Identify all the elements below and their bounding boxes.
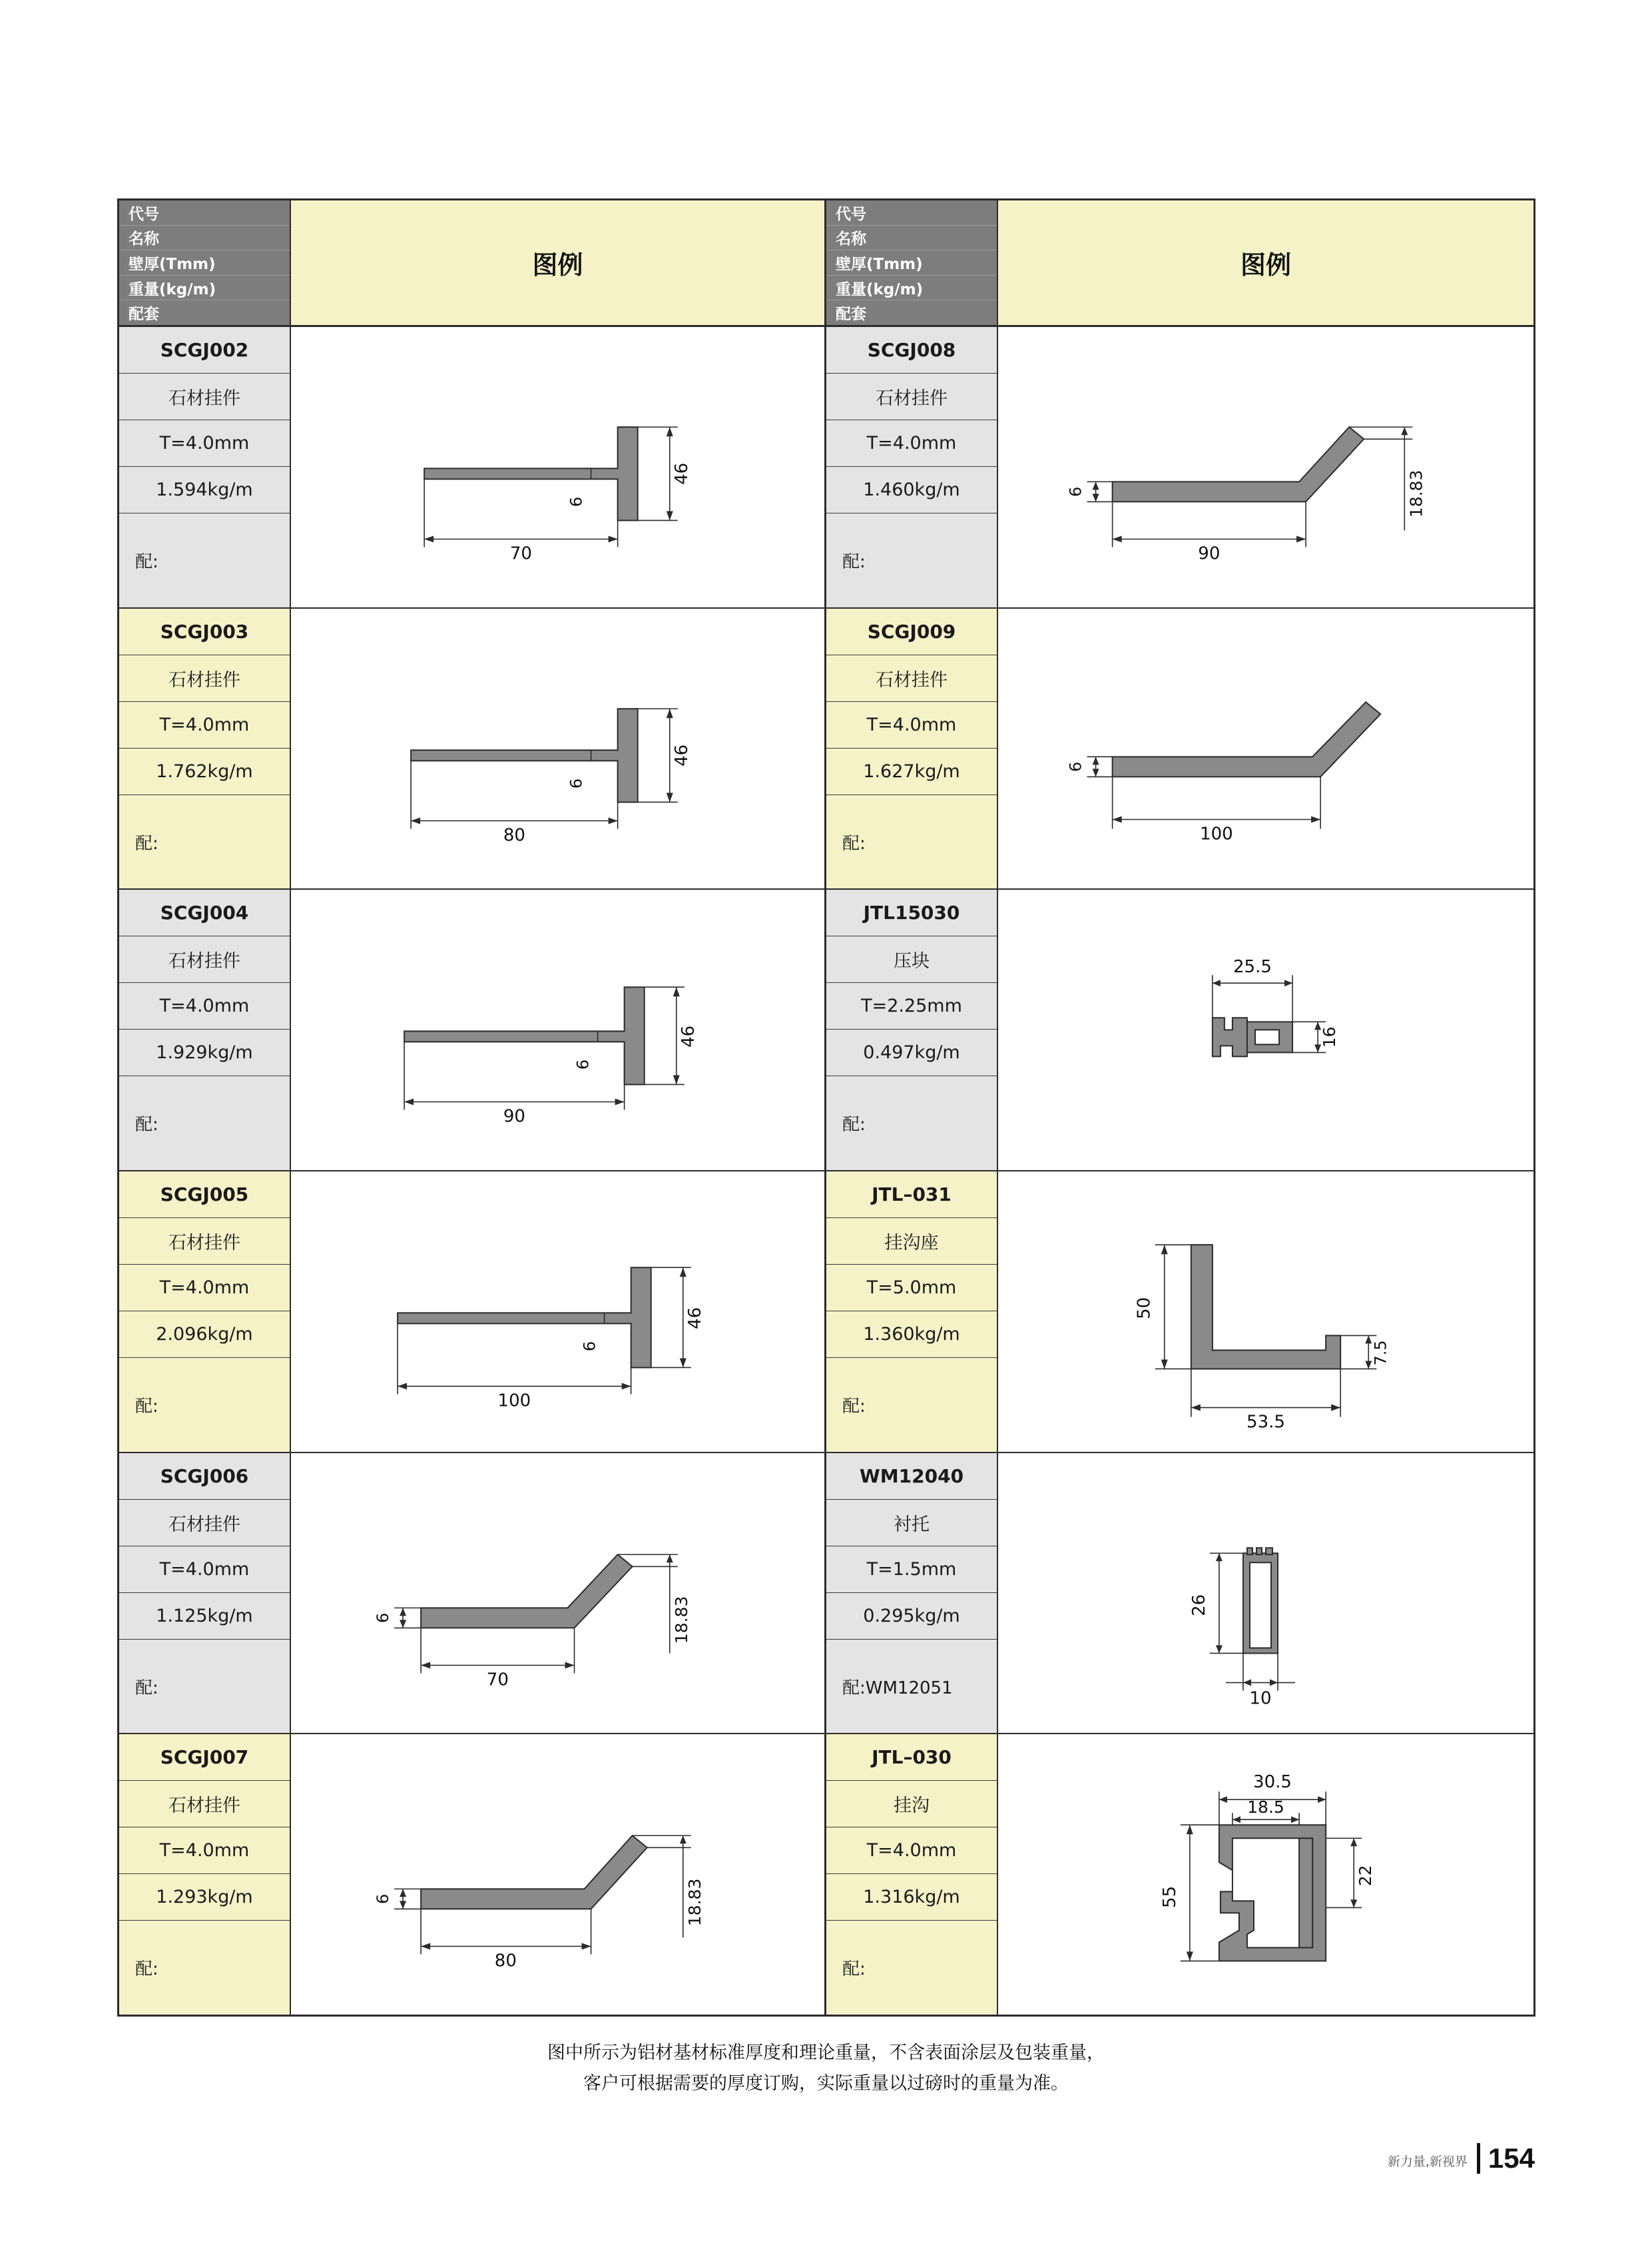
table-row (119, 890, 824, 1171)
row-spec-cells (826, 609, 998, 889)
cell-weight: 1.316kg/m (826, 1874, 997, 1921)
profile-figure (998, 1734, 1533, 2015)
header-label-match: 配套 (129, 306, 159, 324)
svg-text:6: 6 (573, 1060, 593, 1070)
header-label-code: 代号 (826, 200, 997, 226)
cell-thickness: T=4.0mm (826, 1827, 997, 1874)
svg-text:25.5: 25.5 (1233, 957, 1272, 978)
cell-code: JTL15030 (826, 890, 997, 936)
cell-name: 石材挂件 (119, 655, 290, 702)
cell-code: WM12040 (826, 1453, 997, 1500)
cell-thickness: T=4.0mm (119, 702, 290, 749)
cell-match: 配: (826, 1921, 997, 2015)
cell-match: 配: (826, 1076, 997, 1170)
footer-note-line1: 图中所示为铝材基材标准厚度和理论重量，不含表面涂层及包装重量， (547, 2043, 1105, 2063)
svg-text:53.5: 53.5 (1246, 1412, 1285, 1433)
profile-figure (998, 327, 1533, 607)
header-label-weight: 重量(kg/m) (119, 276, 290, 301)
header-label-thickness: 壁厚(Tmm) (826, 250, 997, 276)
svg-text:7.5: 7.5 (1371, 1340, 1390, 1366)
cell-code: SCGJ002 (119, 327, 290, 374)
svg-text:6: 6 (567, 778, 586, 789)
table-column-right (826, 200, 1533, 2015)
cell-name: 挂沟座 (826, 1218, 997, 1265)
svg-text:6: 6 (580, 1341, 599, 1352)
cell-weight: 0.295kg/m (826, 1593, 997, 1640)
table-column-left (119, 200, 826, 2015)
cell-code: SCGJ004 (119, 890, 290, 936)
row-spec-cells (826, 1734, 998, 2015)
svg-text:46: 46 (671, 462, 692, 485)
cell-weight: 0.497kg/m (826, 1030, 997, 1076)
table-row (826, 1734, 1533, 2015)
cell-name: 石材挂件 (119, 936, 290, 983)
table-row (826, 327, 1533, 609)
page-footer (1388, 2143, 1535, 2174)
cell-name: 石材挂件 (119, 1218, 290, 1265)
svg-text:46: 46 (685, 1307, 705, 1329)
profile-figure (998, 890, 1533, 1170)
profile-figure (291, 327, 824, 607)
profile-figure (291, 1734, 824, 2015)
svg-text:80: 80 (503, 825, 525, 846)
svg-text:100: 100 (1200, 824, 1233, 844)
profile-figure (291, 1453, 824, 1734)
header-label-weight: 重量(kg/m) (826, 276, 997, 301)
header-label-code: 代号 (119, 200, 290, 226)
svg-text:6: 6 (567, 496, 586, 507)
svg-text:6: 6 (374, 1612, 393, 1623)
profile-table (117, 198, 1535, 2017)
svg-text:70: 70 (486, 1670, 509, 1690)
cell-match: 配: (826, 513, 997, 607)
row-spec-cells (826, 1453, 998, 1734)
row-spec-cells (119, 327, 291, 607)
svg-text:22: 22 (1356, 1865, 1376, 1887)
svg-text:90: 90 (1198, 543, 1221, 564)
cell-code: SCGJ005 (119, 1171, 290, 1218)
page-number: 154 (1477, 2143, 1535, 2174)
cell-thickness: T=4.0mm (119, 983, 290, 1030)
table-row (826, 890, 1533, 1171)
row-spec-cells (119, 609, 291, 889)
svg-text:18.83: 18.83 (671, 1596, 691, 1644)
cell-match: 配: (119, 795, 290, 889)
cell-match: 配: (826, 795, 997, 889)
cell-name: 挂沟 (826, 1781, 997, 1827)
cell-code: JTL–031 (826, 1171, 997, 1218)
cell-weight: 1.360kg/m (826, 1311, 997, 1358)
cell-match: 配: (119, 1076, 290, 1170)
svg-text:18.5: 18.5 (1247, 1797, 1284, 1817)
row-spec-cells (119, 1171, 291, 1452)
cell-match: 配: (119, 1640, 290, 1734)
svg-text:50: 50 (1134, 1297, 1155, 1319)
cell-weight: 1.627kg/m (826, 749, 997, 795)
cell-name: 石材挂件 (119, 1781, 290, 1827)
cell-weight: 1.594kg/m (119, 467, 290, 513)
profile-figure (291, 609, 824, 889)
cell-name: 石材挂件 (826, 374, 997, 420)
cell-thickness: T=5.0mm (826, 1265, 997, 1311)
brand-slogan: 新力量,新视界 (1387, 2154, 1468, 2169)
cell-match: 配: (119, 1921, 290, 2015)
svg-text:6: 6 (1066, 486, 1085, 497)
svg-text:6: 6 (374, 1894, 393, 1905)
cell-thickness: T=4.0mm (826, 702, 997, 749)
svg-text:46: 46 (678, 1026, 698, 1048)
cell-weight: 1.929kg/m (119, 1030, 290, 1076)
cell-thickness: T=2.25mm (826, 983, 997, 1030)
row-spec-cells (826, 890, 998, 1170)
cell-code: JTL–030 (826, 1734, 997, 1781)
cell-code: SCGJ009 (826, 609, 997, 655)
cell-weight: 1.125kg/m (119, 1593, 290, 1640)
svg-text:26: 26 (1189, 1594, 1209, 1616)
row-spec-cells (826, 327, 998, 607)
row-spec-cells (119, 1453, 291, 1734)
svg-text:30.5: 30.5 (1253, 1772, 1292, 1793)
cell-weight: 2.096kg/m (119, 1311, 290, 1358)
header-label-name: 名称 (119, 226, 290, 251)
profile-figure (291, 1171, 824, 1452)
profile-figure (998, 1171, 1533, 1452)
header-label-name: 名称 (826, 226, 997, 251)
header-label-match: 配套 (836, 306, 866, 324)
svg-text:16: 16 (1320, 1026, 1340, 1048)
table-row (119, 609, 824, 890)
table-row (826, 609, 1533, 890)
cell-match: 配: (119, 1358, 290, 1452)
row-spec-cells (826, 1171, 998, 1452)
cell-name: 石材挂件 (119, 374, 290, 420)
svg-text:80: 80 (494, 1951, 517, 1971)
svg-text:18.83: 18.83 (1406, 470, 1426, 518)
cell-thickness: T=4.0mm (119, 1827, 290, 1874)
cell-weight: 1.293kg/m (119, 1874, 290, 1921)
profile-figure (998, 1453, 1533, 1734)
cell-name: 衬托 (826, 1500, 997, 1546)
cell-code: SCGJ003 (119, 609, 290, 655)
cell-weight: 1.460kg/m (826, 467, 997, 513)
cell-match: 配: (826, 1358, 997, 1452)
svg-text:6: 6 (1066, 761, 1085, 772)
table-row (826, 1453, 1533, 1735)
table-row (119, 1171, 824, 1453)
table-row (826, 1171, 1533, 1453)
cell-thickness: T=4.0mm (119, 420, 290, 467)
row-spec-cells (119, 1734, 291, 2015)
cell-match: 配:WM12051 (826, 1640, 997, 1734)
cell-thickness: T=4.0mm (119, 1265, 290, 1311)
cell-name: 石材挂件 (826, 655, 997, 702)
header-figure-title: 图例 (291, 200, 824, 325)
header-label-stack (119, 200, 291, 325)
header-label-thickness: 壁厚(Tmm) (119, 250, 290, 276)
cell-name: 石材挂件 (119, 1500, 290, 1546)
cell-code: SCGJ008 (826, 327, 997, 374)
svg-text:90: 90 (503, 1106, 525, 1127)
cell-code: SCGJ007 (119, 1734, 290, 1781)
profile-figure (998, 609, 1533, 889)
svg-text:55: 55 (1159, 1886, 1180, 1909)
header-figure-title: 图例 (998, 200, 1533, 325)
svg-text:70: 70 (509, 543, 532, 564)
footer-note-line2: 客户可根据需要的厚度订购，实际重量以过磅时的重量为准。 (583, 2073, 1069, 2094)
column-header-right (826, 200, 1533, 327)
svg-text:10: 10 (1249, 1688, 1272, 1709)
cell-thickness: T=4.0mm (119, 1546, 290, 1593)
cell-code: SCGJ006 (119, 1453, 290, 1500)
cell-match: 配: (119, 513, 290, 607)
table-row (119, 1453, 824, 1735)
footer-note (0, 2038, 1652, 2099)
table-row (119, 327, 824, 609)
row-spec-cells (119, 890, 291, 1170)
svg-text:18.83: 18.83 (685, 1878, 704, 1927)
table-row (119, 1734, 824, 2015)
cell-thickness: T=4.0mm (826, 420, 997, 467)
header-label-stack (826, 200, 998, 325)
svg-text:46: 46 (671, 744, 692, 767)
svg-text:100: 100 (497, 1391, 531, 1411)
cell-thickness: T=1.5mm (826, 1546, 997, 1593)
cell-name: 压块 (826, 936, 997, 983)
cell-weight: 1.762kg/m (119, 749, 290, 795)
column-header-left (119, 200, 824, 327)
profile-figure (291, 890, 824, 1170)
